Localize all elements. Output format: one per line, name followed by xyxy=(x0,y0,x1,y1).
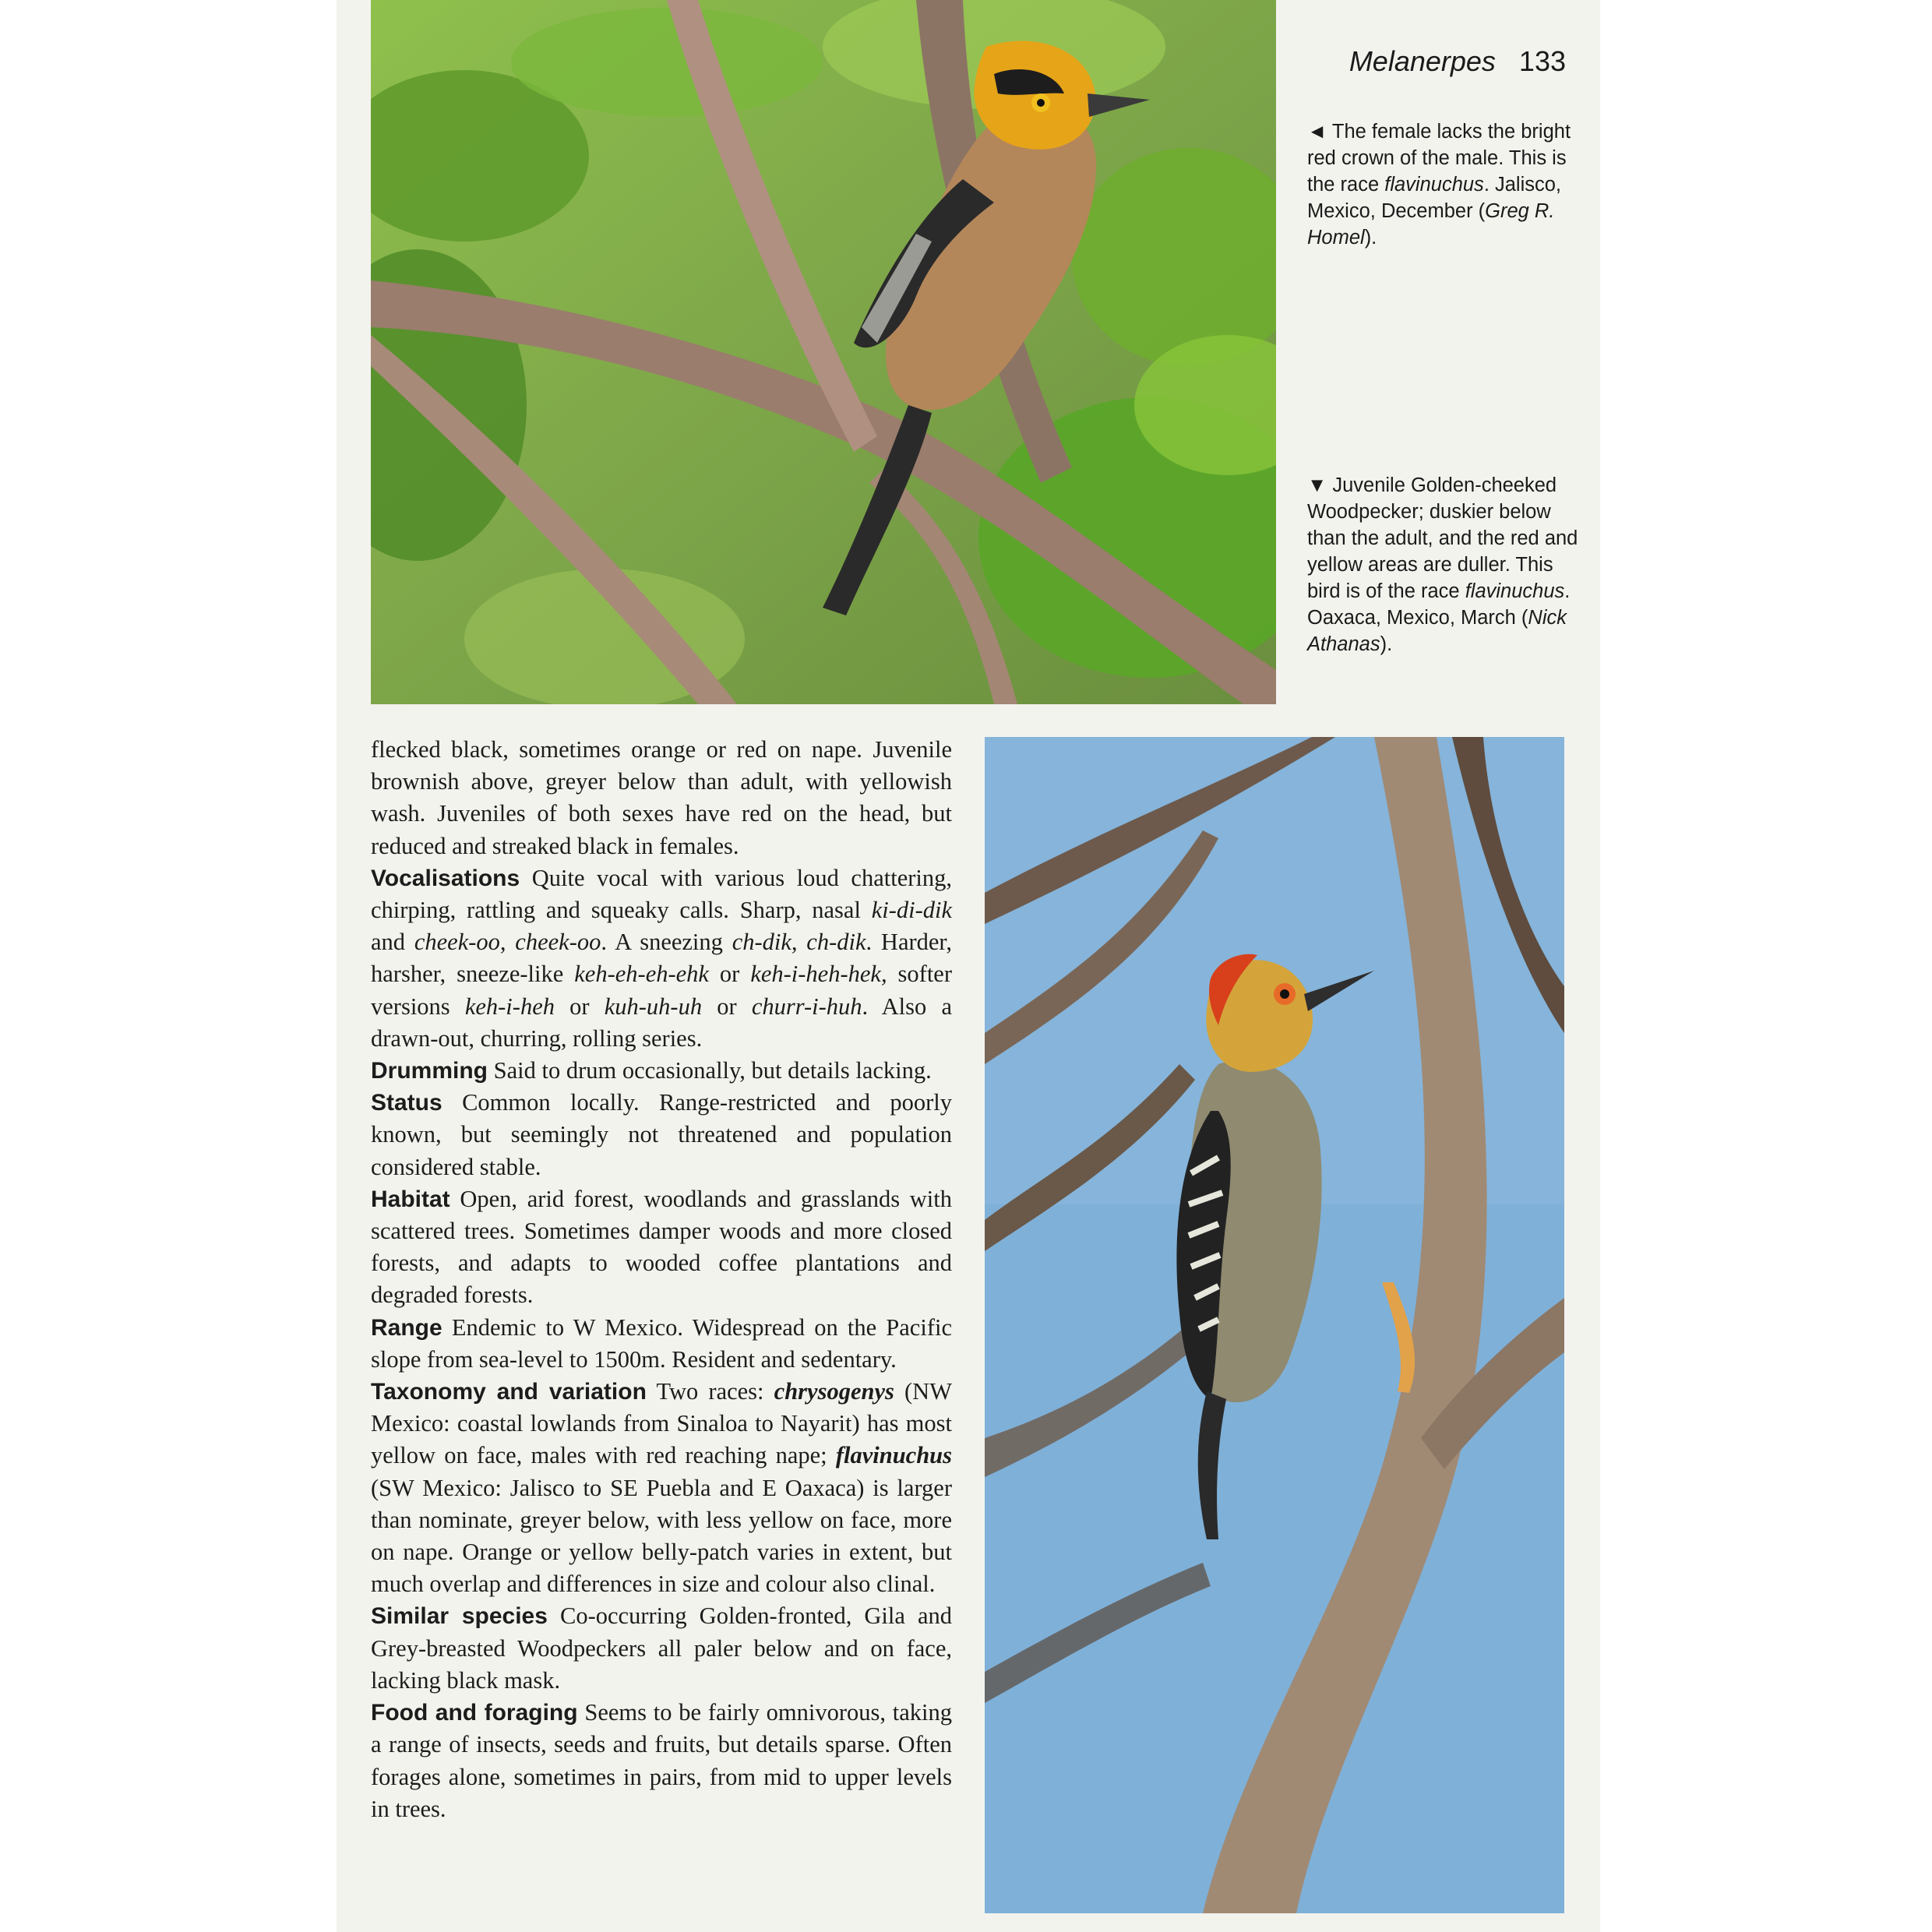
section-text: (NW Mexico: coastal lowlands from Sinaloa to Nayarit) has most yellow on face, males with red reaching nape; xyxy=(371,1378,952,1469)
species-account-text xyxy=(371,734,952,1825)
section-text: and xyxy=(371,929,414,956)
juvenile-photo-caption xyxy=(1307,472,1580,658)
call-transcription: ch-dik, ch-dik xyxy=(732,929,866,956)
page-number: 133 xyxy=(1518,45,1566,77)
female-woodpecker-photo xyxy=(371,0,1276,704)
section-text: (SW Mexico: Jalisco to SE Puebla and E Oaxaca) is larger than nominate, greyer below, with less yellow on face, more on nape. Orange or yellow belly-patch varies in extent, but much overlap and differences in size and colour also clinal. xyxy=(371,1474,952,1598)
race-name: flavinuchus xyxy=(1465,580,1565,602)
section-text: or xyxy=(554,992,605,1020)
similar-species-paragraph xyxy=(371,1600,952,1697)
section-heading: Taxonomy and variation xyxy=(371,1379,647,1405)
section-heading: Similar species xyxy=(371,1603,548,1630)
section-text: . A sneezing xyxy=(601,929,732,956)
caption-text: The female lacks the bright red crown of the male. This is the race xyxy=(1307,121,1571,196)
section-heading: Drumming xyxy=(371,1058,488,1084)
call-transcription: kuh-uh-uh xyxy=(604,992,703,1020)
food-foraging-paragraph xyxy=(371,1697,952,1825)
section-heading: Habitat xyxy=(371,1186,450,1212)
section-heading: Vocalisations xyxy=(371,865,520,891)
call-transcription: churr-i-huh xyxy=(751,992,862,1020)
caption-text: . Jalisco, Mexico, December ( xyxy=(1307,174,1562,222)
running-head xyxy=(1349,45,1566,78)
race-name: flavinuchus xyxy=(835,1442,952,1469)
section-text: Quite vocal with various loud chattering, chirping, rattling and squeaky calls. Sharp, nasal xyxy=(371,864,952,924)
down-pointer-icon: ▼ xyxy=(1307,474,1327,496)
section-text: Common locally. Range-restricted and poorly known, but seemingly not threatened and population considered stable. xyxy=(371,1089,952,1180)
section-heading: Range xyxy=(371,1314,442,1341)
photo-credit: Greg R. Homel xyxy=(1307,200,1555,249)
call-transcription: ki-di-dik xyxy=(871,897,952,924)
section-text: . Harder, harsher, sneeze-like xyxy=(371,929,952,988)
section-text: Said to drum occasionally, but details lacking. xyxy=(488,1057,932,1084)
caption-text: . Oaxaca, Mexico, March ( xyxy=(1307,580,1571,629)
section-text: . Also a drawn-out, churring, rolling series. xyxy=(371,992,952,1052)
call-transcription: keh-eh-eh-ehk xyxy=(574,961,709,988)
call-transcription: keh-i-heh-hek, xyxy=(750,961,887,988)
status-paragraph xyxy=(371,1087,952,1183)
caption-text: ). xyxy=(1380,633,1393,655)
section-text: Two races: xyxy=(646,1378,774,1405)
call-transcription: cheek-oo, cheek-oo xyxy=(414,929,601,956)
section-text: softer versions xyxy=(371,961,952,1020)
plumage-paragraph: flecked black, sometimes orange or red on nape. Juvenile brownish above, greyer below than adult, with yellowish wash. Juveniles of both sexes have red on the head, but reduced and streaked black in females. xyxy=(371,736,952,859)
section-text: or xyxy=(708,961,751,988)
photo-credit: Nick Athanas xyxy=(1307,607,1567,655)
female-photo-caption xyxy=(1307,118,1580,251)
juvenile-woodpecker-illustration xyxy=(985,737,1564,1913)
race-name: chrysogenys xyxy=(774,1378,894,1405)
section-text: Open, arid forest, woodlands and grasslands with scattered trees. Sometimes damper woods and more closed forests, and adapts to wooded coffee plantations and degraded forests. xyxy=(371,1185,952,1309)
caption-text: ). xyxy=(1364,227,1377,249)
taxonomy-paragraph xyxy=(371,1376,952,1600)
section-heading: Food and foraging xyxy=(371,1700,578,1726)
genus-name: Melanerpes xyxy=(1349,45,1496,77)
section-text: Endemic to W Mexico. Widespread on the Pacific slope from sea-level to 1500m. Resident and sedentary. xyxy=(371,1313,952,1373)
race-name: flavinuchus xyxy=(1384,174,1484,196)
habitat-paragraph xyxy=(371,1183,952,1312)
vocalisations-paragraph xyxy=(371,862,952,1055)
section-heading: Status xyxy=(371,1090,442,1116)
caption-text: Juvenile Golden-cheeked Woodpecker; duskier below than the adult, and the red and yellow areas are duller. This bird is of the race xyxy=(1307,474,1578,602)
drumming-paragraph xyxy=(371,1055,952,1087)
call-transcription: keh-i-heh xyxy=(464,992,555,1020)
section-text: Co-occurring Golden-fronted, Gila and Grey-breasted Woodpeckers all paler below and on face, lacking black mask. xyxy=(371,1602,953,1694)
female-woodpecker-illustration xyxy=(371,0,1276,704)
section-text: Seems to be fairly omnivorous, taking a range of insects, seeds and fruits, but details sparse. Often forages alone, sometimes in pairs, from mid to upper levels in trees. xyxy=(371,1699,952,1822)
left-pointer-icon: ◄ xyxy=(1307,121,1327,143)
juvenile-woodpecker-photo xyxy=(985,737,1564,1913)
section-text: or xyxy=(702,992,752,1020)
range-paragraph xyxy=(371,1312,952,1376)
